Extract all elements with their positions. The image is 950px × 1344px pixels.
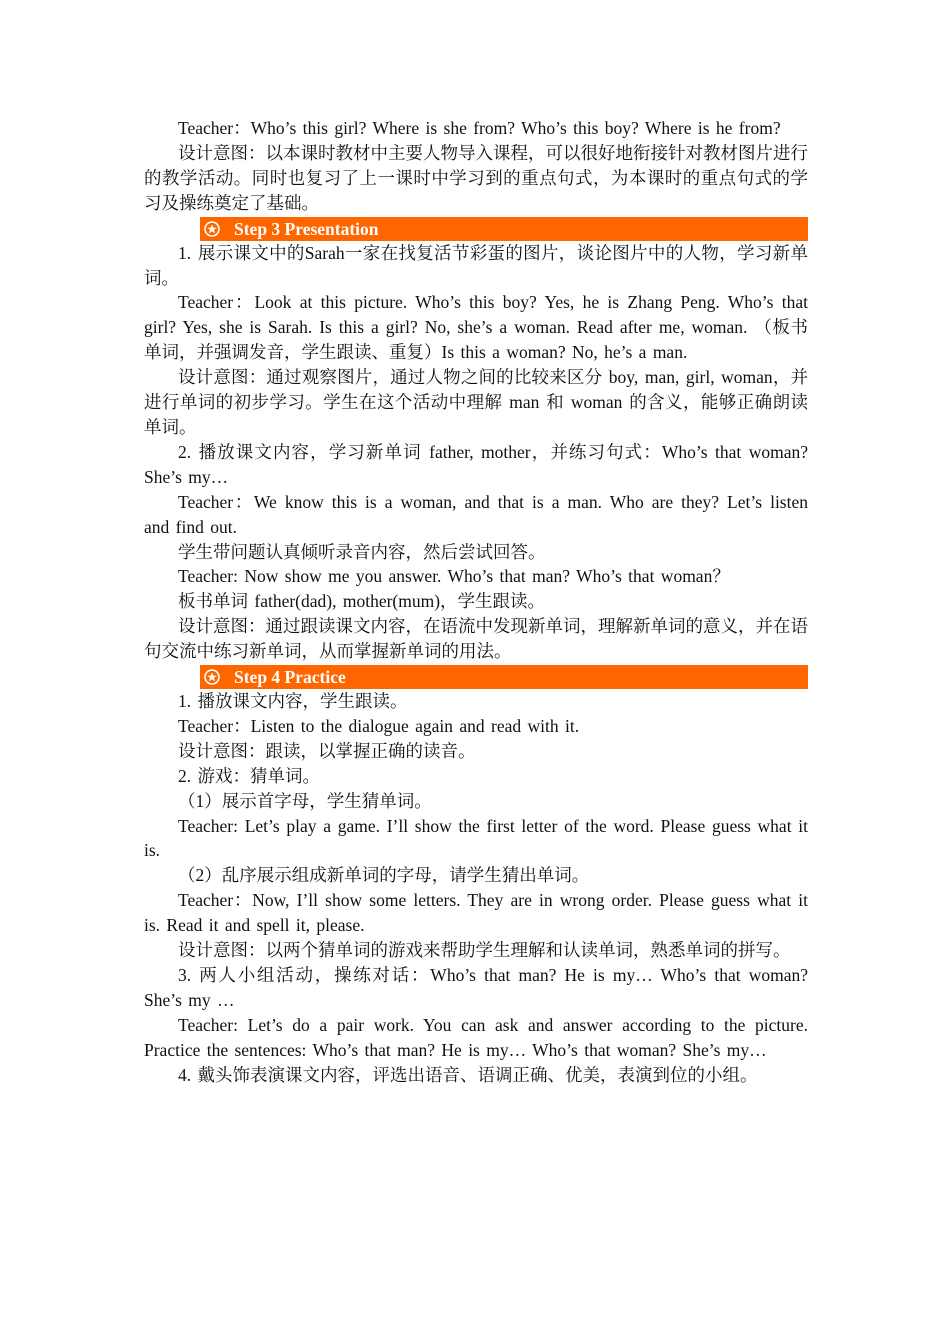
paragraph: Teacher：Who’s this girl? Where is she from? Who’s this boy? Where is he from? <box>178 118 781 138</box>
paragraph: 设计意图：通过观察图片，通过人物之间的比较来区分 boy, man, girl, woman，并进行单词的初步学习。学生在这个活动中理解 man 和 woman 的含义，能够正确朗读单词。 <box>144 367 808 437</box>
star-circle-icon <box>204 221 220 237</box>
star-circle-icon <box>204 669 220 685</box>
paragraph: Teacher：Now, I’ll show some letters. They are in wrong order. Please guess what it is. Read it and spell it, please. <box>144 890 808 936</box>
document-page <box>0 116 950 1088</box>
paragraph: 设计意图：以本课时教材中主要人物导入课程，可以很好地衔接针对教材图片进行的教学活动。同时也复习了上一课时中学习到的重点句式，为本课时的重点句式的学习及操练奠定了基础。 <box>144 142 808 213</box>
paragraph: 设计意图：通过跟读课文内容，在语流中发现新单词，理解新单词的意义，并在语句交流中练习新单词，从而掌握新单词的用法。 <box>144 616 808 662</box>
paragraph: （1）展示首字母，学生猜单词。 <box>178 790 432 811</box>
paragraph: 1. 播放课文内容，学生跟读。 <box>178 691 408 712</box>
paragraph: Teacher: Now show me you answer. Who’s that man? Who’s that woman？ <box>178 566 730 587</box>
paragraph: Teacher：Look at this picture. Who’s this boy? Yes, he is Zhang Peng. Who’s that girl? Yes, she is Sarah. Is this a girl? No, she’s a woman. Read after me, woman. （板书单词，并强调发音，学生跟读、重复）Is this a woman? No, he’s a man. <box>144 292 808 363</box>
step3-title: Step 3 Presentation <box>234 218 379 239</box>
paragraph: Teacher：We know this is a woman, and that is a man. Who are they? Let’s listen and find out. <box>144 491 808 537</box>
paragraph: 学生带问题认真倾听录音内容，然后尝试回答。 <box>178 541 546 562</box>
paragraph: Teacher：Listen to the dialogue again and read with it. <box>178 715 580 736</box>
paragraph: 1. 展示课文中的Sarah一家在找复活节彩蛋的图片，谈论图片中的人物，学习新单词。 <box>144 242 808 288</box>
step3-heading-band <box>200 217 808 241</box>
paragraph: 2. 游戏：猜单词。 <box>178 765 320 786</box>
step4-title: Step 4 Practice <box>234 667 346 688</box>
paragraph: Teacher: Let’s play a game. I’ll show the first letter of the word. Please guess what it is. <box>144 815 808 861</box>
step4-heading-band <box>200 665 808 689</box>
paragraph: 设计意图：以两个猜单词的游戏来帮助学生理解和认读单词，熟悉单词的拼写。 <box>178 940 791 961</box>
paragraph: 4. 戴头饰表演课文内容，评选出语音、语调正确、优美，表演到位的小组。 <box>178 1064 758 1085</box>
text-column <box>144 116 808 1088</box>
paragraph: 2. 播放课文内容，学习新单词 father, mother，并练习句式：Who’s that woman? She’s my… <box>144 441 808 487</box>
paragraph: Teacher: Let’s do a pair work. You can ask and answer according to the picture. Practice the sentences: Who’s that man? He is my… Who’s that woman? She’s my… <box>144 1014 808 1060</box>
paragraph: 3. 两人小组活动，操练对话：Who’s that man? He is my… Who’s that woman? She’s my … <box>144 965 808 1010</box>
paragraph: 设计意图：跟读，以掌握正确的读音。 <box>178 740 476 761</box>
paragraph: （2）乱序展示组成新单词的字母，请学生猜出单词。 <box>178 865 590 886</box>
paragraph: 板书单词 father(dad), mother(mum)，学生跟读。 <box>178 591 546 612</box>
